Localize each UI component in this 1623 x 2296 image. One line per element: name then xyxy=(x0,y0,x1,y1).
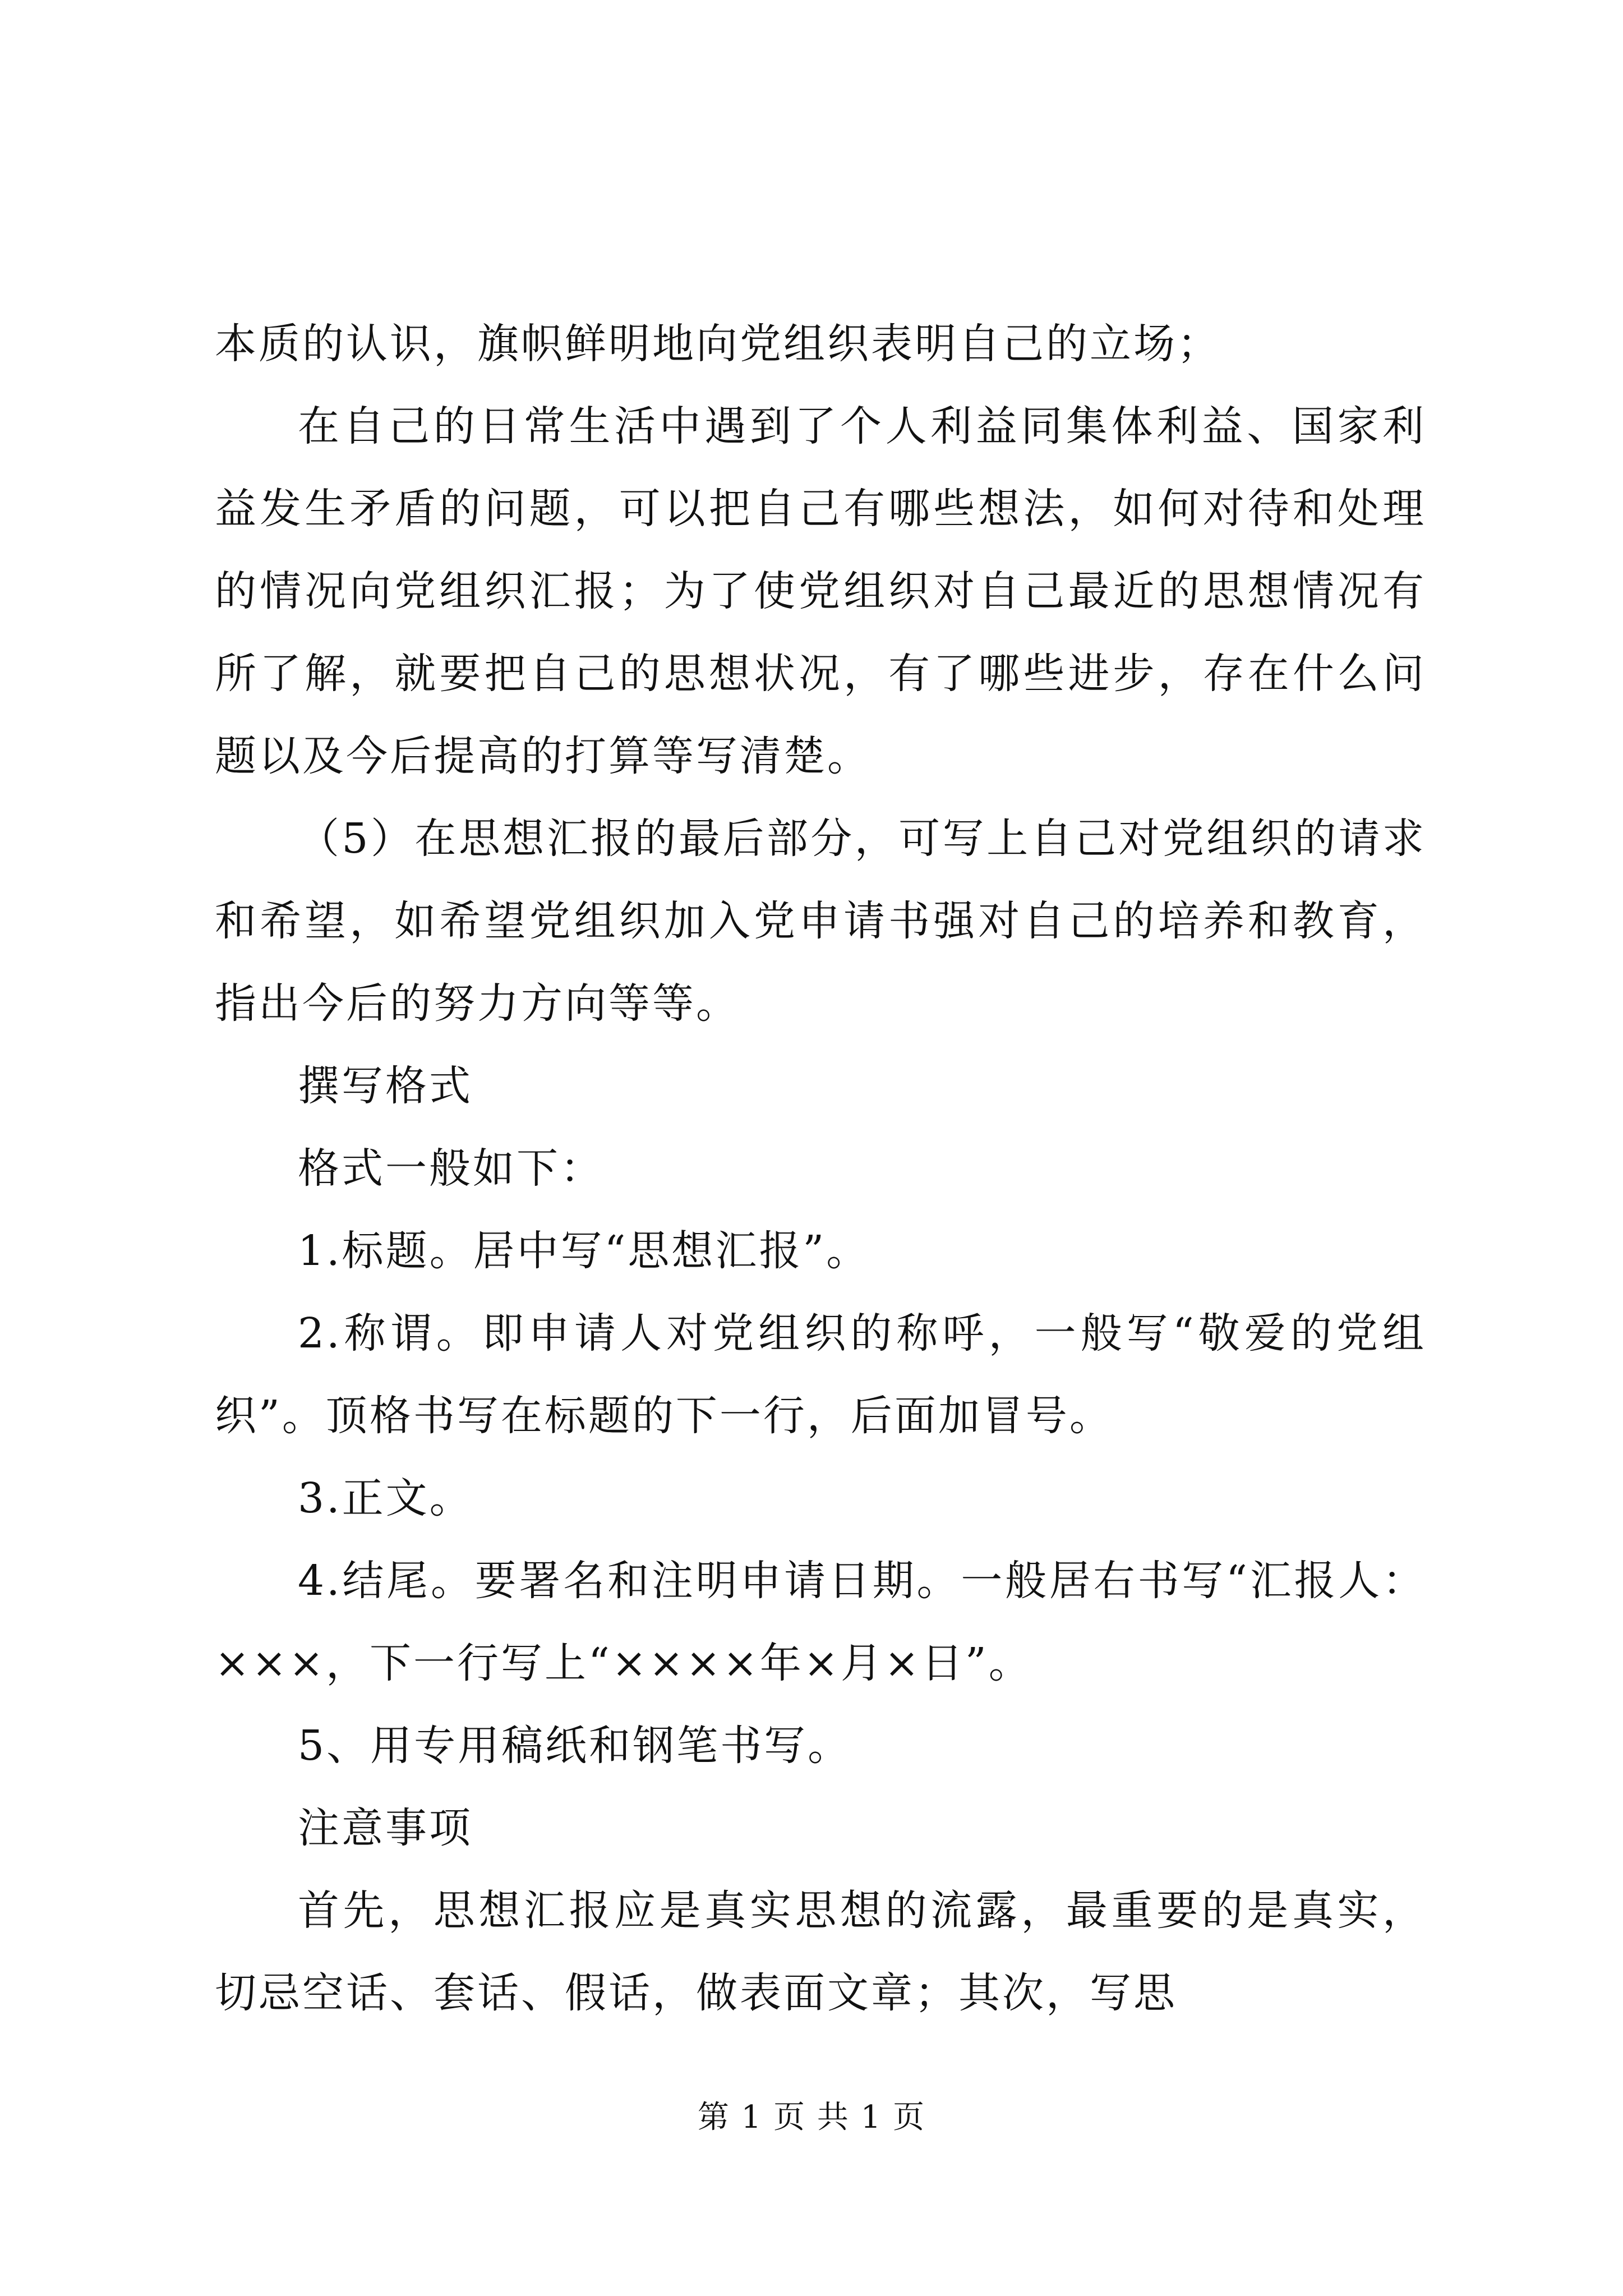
paragraph-2: 在自己的日常生活中遇到了个人利益同集体利益、国家利益发生矛盾的问题，可以把自己有哪些想法，如何对待和处理的情况向党组织汇报；为了使党组织对自己最近的思想情况有所了解，就要把自己的思想状况，有了哪些进步，存在什么问题以及今后提高的打算等写清楚。 xyxy=(215,402,1426,780)
paragraph-12: 首先，思想汇报应是真实思想的流露，最重要的是真实，切忌空话、套话、假话，做表面文章；其次，写思 xyxy=(215,1887,1426,2017)
list-item-2: 2.称谓。即申请人对党组织的称呼，一般写“敬爱的党组织”。顶格书写在标题的下一行，后面加冒号。 xyxy=(215,1309,1426,1440)
list-item-1: 1.标题。居中写“思想汇报”。 xyxy=(298,1227,870,1275)
section-heading-writing-format: 撰写格式 xyxy=(298,1062,473,1110)
list-item-4: 4.结尾。要署名和注明申请日期。一般居右书写“汇报人：×××，下一行写上“××××年×月×日”。 xyxy=(215,1557,1426,1687)
paragraph-3: （5）在思想汇报的最后部分，可写上自己对党组织的请求和希望，如希望党组织加入党申请书强对自己的培养和教育，指出今后的努力方向等等。 xyxy=(215,815,1426,1028)
page-footer: 第 1 页 共 1 页 xyxy=(697,2099,926,2136)
section-heading-notes: 注意事项 xyxy=(298,1804,473,1852)
paragraph-1: 本质的认识，旗帜鲜明地向党组织表明自己的立场； xyxy=(215,320,1221,368)
document-body xyxy=(215,303,1426,2035)
paragraph-5: 格式一般如下： xyxy=(298,1144,604,1193)
list-item-3: 3.正文。 xyxy=(298,1474,473,1522)
list-item-5: 5、用专用稿纸和钢笔书写。 xyxy=(298,1722,852,1770)
